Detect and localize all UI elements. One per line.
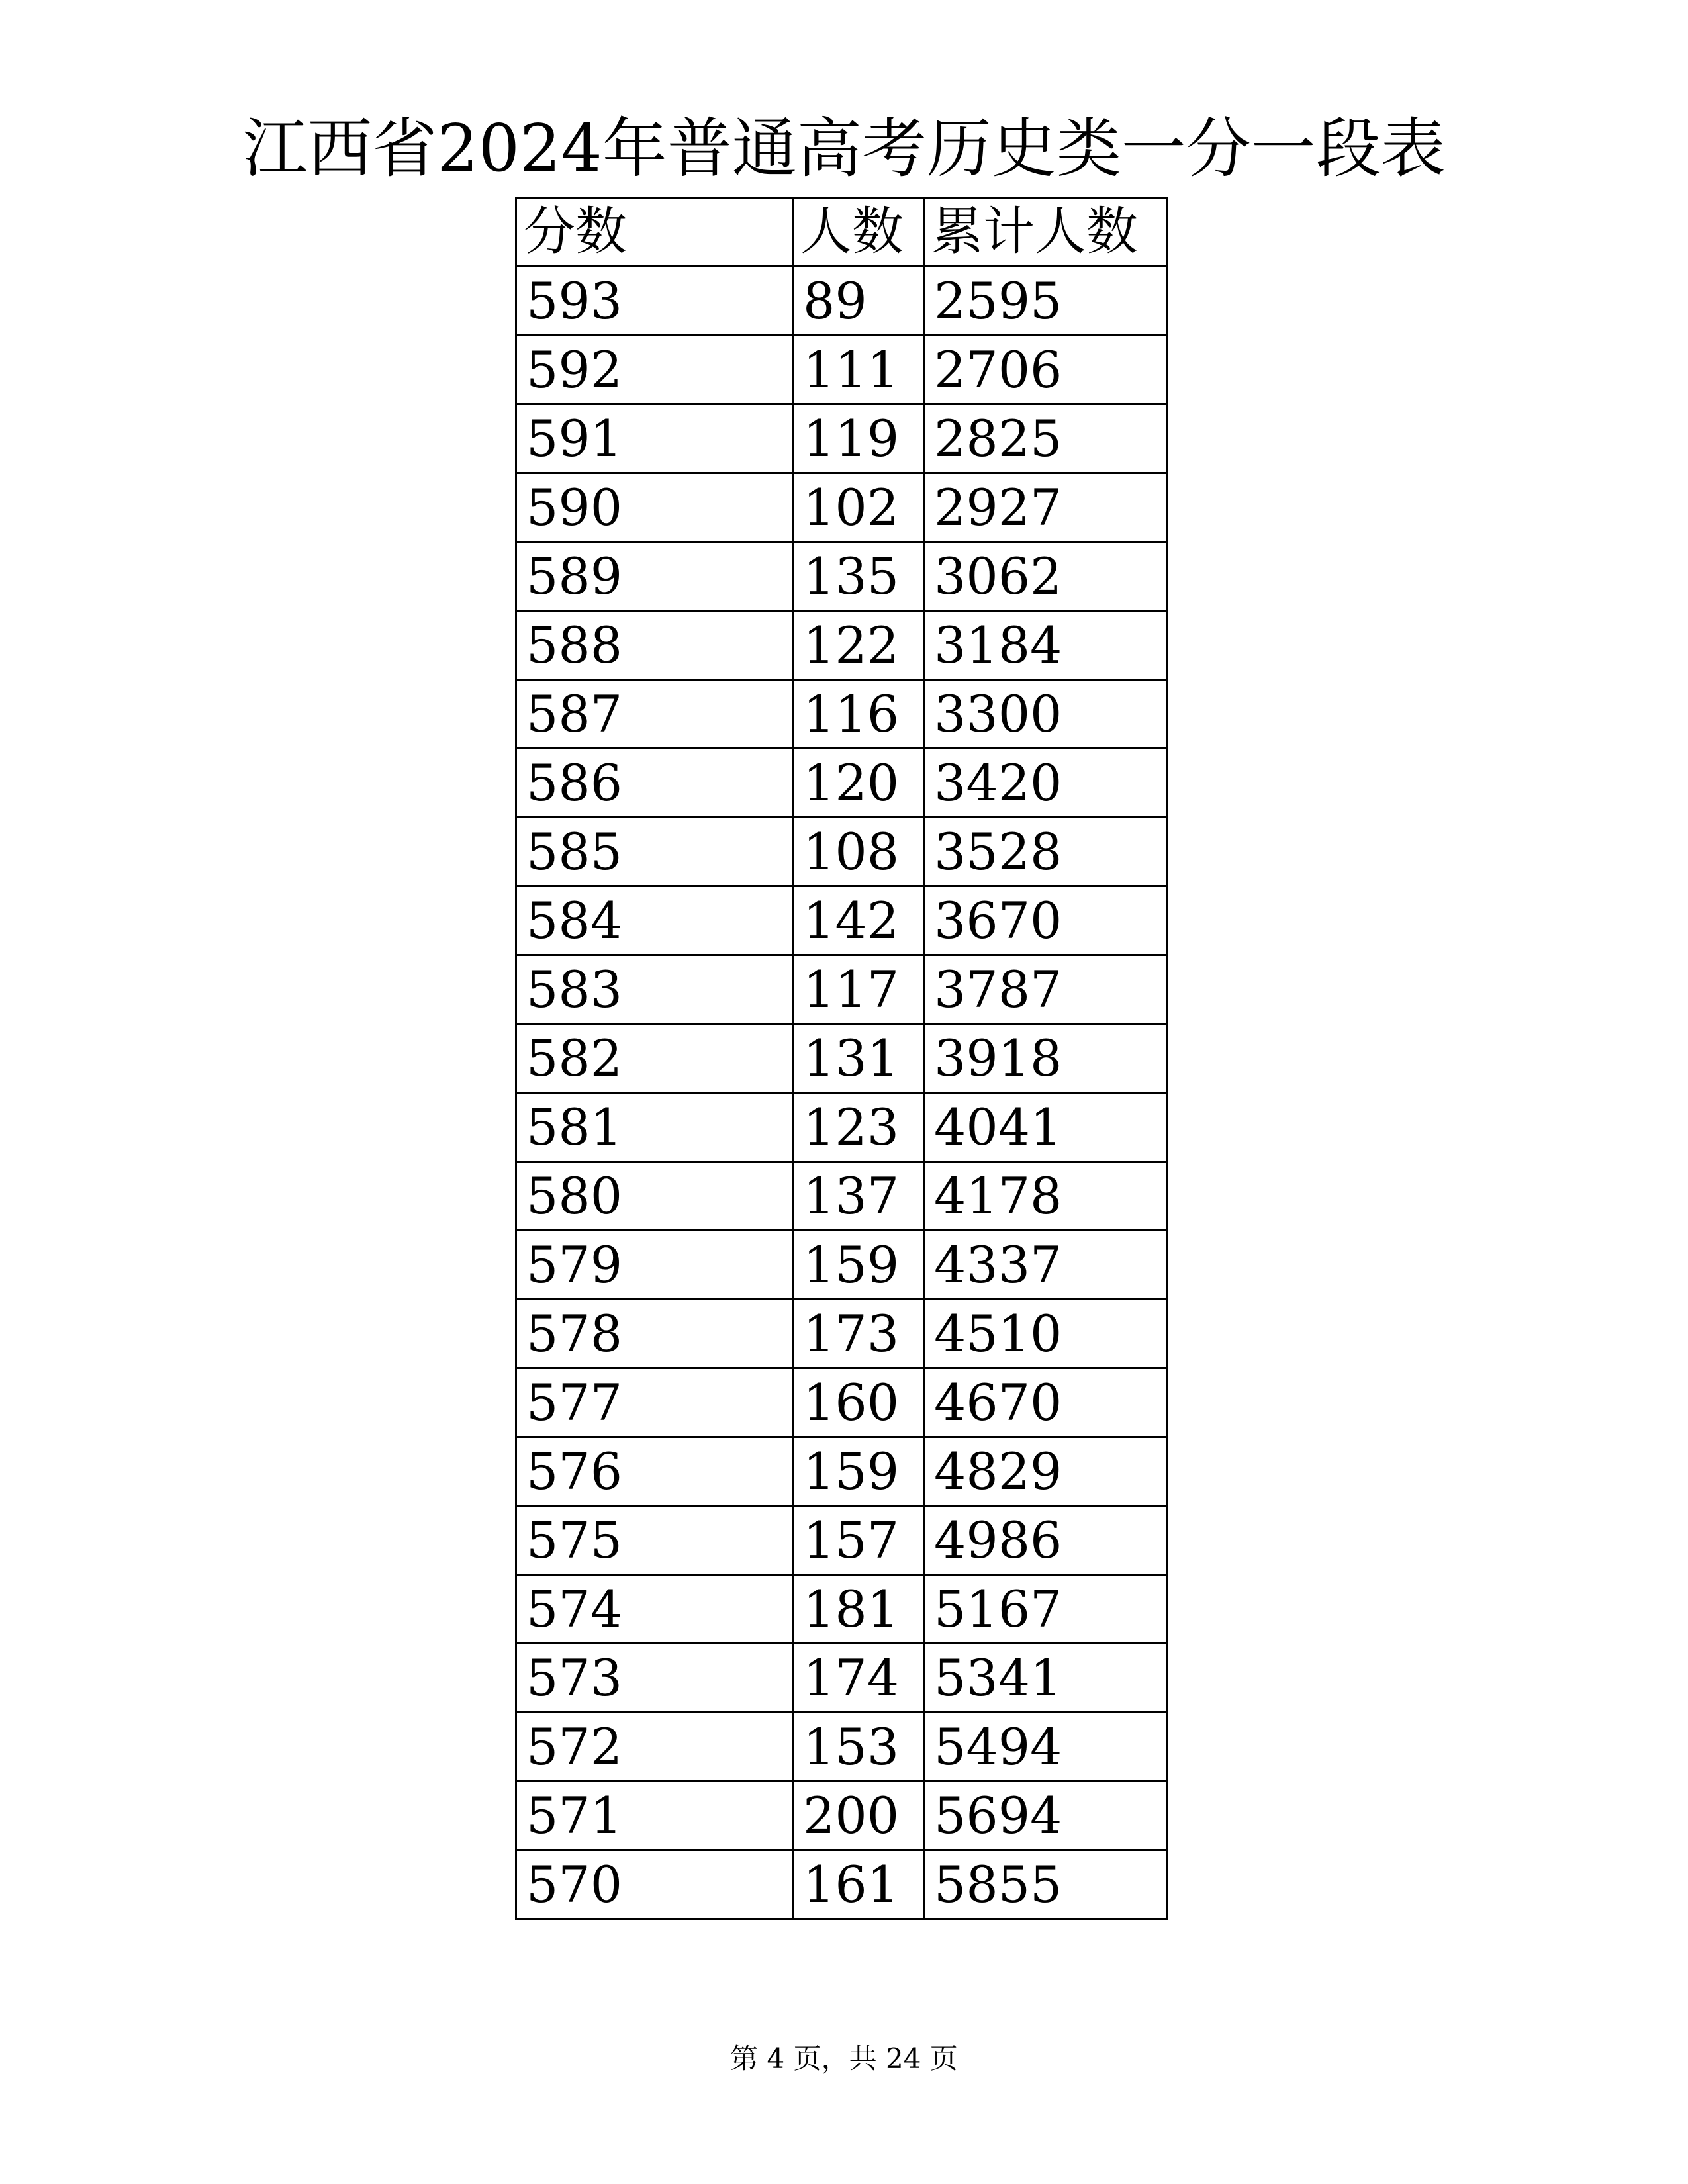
table-row: [516, 680, 1168, 749]
cell-score: 577: [516, 1368, 793, 1437]
cell-score: 583: [516, 955, 793, 1024]
table-row: [516, 611, 1168, 680]
table-row: [516, 1713, 1168, 1781]
cell-count: 161: [793, 1850, 924, 1919]
cell-cumulative: 4829: [924, 1437, 1168, 1506]
cell-count: 122: [793, 611, 924, 680]
cell-count: 89: [793, 267, 924, 336]
cell-count: 123: [793, 1093, 924, 1162]
cell-count: 142: [793, 886, 924, 955]
cell-cumulative: 2706: [924, 336, 1168, 404]
cell-score: 587: [516, 680, 793, 749]
cell-score: 586: [516, 749, 793, 818]
table-row: [516, 1644, 1168, 1713]
cell-count: 174: [793, 1644, 924, 1713]
cell-cumulative: 3528: [924, 818, 1168, 886]
cell-score: 591: [516, 404, 793, 473]
cell-cumulative: 4510: [924, 1300, 1168, 1368]
cell-count: 119: [793, 404, 924, 473]
table-row: [516, 955, 1168, 1024]
cell-count: 200: [793, 1781, 924, 1850]
table-row: [516, 818, 1168, 886]
cell-cumulative: 5341: [924, 1644, 1168, 1713]
cell-count: 102: [793, 473, 924, 542]
cell-count: 131: [793, 1024, 924, 1093]
cell-score: 578: [516, 1300, 793, 1368]
table-row: [516, 1506, 1168, 1575]
table-row: [516, 1781, 1168, 1850]
cell-count: 135: [793, 542, 924, 611]
cell-count: 153: [793, 1713, 924, 1781]
cell-cumulative: 5167: [924, 1575, 1168, 1644]
table-row: [516, 749, 1168, 818]
cell-cumulative: 5694: [924, 1781, 1168, 1850]
cell-score: 582: [516, 1024, 793, 1093]
cell-cumulative: 4178: [924, 1162, 1168, 1231]
cell-count: 159: [793, 1437, 924, 1506]
table-row: [516, 1231, 1168, 1300]
table-row: [516, 1850, 1168, 1919]
table-row: [516, 267, 1168, 336]
cell-cumulative: 4337: [924, 1231, 1168, 1300]
table-row: [516, 1093, 1168, 1162]
cell-cumulative: 3918: [924, 1024, 1168, 1093]
cell-count: 159: [793, 1231, 924, 1300]
cell-score: 570: [516, 1850, 793, 1919]
cell-score: 575: [516, 1506, 793, 1575]
table-row: [516, 1024, 1168, 1093]
table-body: [516, 267, 1168, 1919]
cell-cumulative: 3787: [924, 955, 1168, 1024]
cell-score: 584: [516, 886, 793, 955]
cell-score: 589: [516, 542, 793, 611]
table-row: [516, 1162, 1168, 1231]
cell-cumulative: 3184: [924, 611, 1168, 680]
cell-score: 588: [516, 611, 793, 680]
table-row: [516, 336, 1168, 404]
cell-cumulative: 5494: [924, 1713, 1168, 1781]
cell-score: 592: [516, 336, 793, 404]
header-cumulative: 累计人数: [924, 198, 1168, 267]
cell-score: 572: [516, 1713, 793, 1781]
cell-score: 581: [516, 1093, 793, 1162]
cell-score: 585: [516, 818, 793, 886]
cell-count: 181: [793, 1575, 924, 1644]
header-count: 人数: [793, 198, 924, 267]
cell-score: 579: [516, 1231, 793, 1300]
cell-count: 157: [793, 1506, 924, 1575]
table-row: [516, 886, 1168, 955]
cell-cumulative: 4041: [924, 1093, 1168, 1162]
table-row: [516, 542, 1168, 611]
cell-score: 571: [516, 1781, 793, 1850]
table-row: [516, 1300, 1168, 1368]
table-row: [516, 1575, 1168, 1644]
cell-cumulative: 3300: [924, 680, 1168, 749]
cell-count: 137: [793, 1162, 924, 1231]
cell-count: 116: [793, 680, 924, 749]
cell-cumulative: 4986: [924, 1506, 1168, 1575]
cell-score: 593: [516, 267, 793, 336]
cell-score: 580: [516, 1162, 793, 1231]
score-distribution-table: [515, 197, 1168, 1920]
cell-score: 576: [516, 1437, 793, 1506]
page-title: 江西省2024年普通高考历史类一分一段表: [242, 111, 1446, 187]
cell-score: 573: [516, 1644, 793, 1713]
cell-count: 120: [793, 749, 924, 818]
table-row: [516, 404, 1168, 473]
cell-cumulative: 2595: [924, 267, 1168, 336]
cell-cumulative: 3420: [924, 749, 1168, 818]
header-score: 分数: [516, 198, 793, 267]
cell-count: 111: [793, 336, 924, 404]
cell-count: 108: [793, 818, 924, 886]
cell-score: 574: [516, 1575, 793, 1644]
cell-score: 590: [516, 473, 793, 542]
table-row: [516, 1437, 1168, 1506]
table-row: [516, 473, 1168, 542]
table-row: [516, 1368, 1168, 1437]
cell-cumulative: 3670: [924, 886, 1168, 955]
cell-count: 173: [793, 1300, 924, 1368]
cell-count: 160: [793, 1368, 924, 1437]
cell-cumulative: 2825: [924, 404, 1168, 473]
table-header-row: [516, 198, 1168, 267]
cell-cumulative: 2927: [924, 473, 1168, 542]
cell-cumulative: 4670: [924, 1368, 1168, 1437]
cell-count: 117: [793, 955, 924, 1024]
cell-cumulative: 5855: [924, 1850, 1168, 1919]
cell-cumulative: 3062: [924, 542, 1168, 611]
page-footer: 第 4 页，共 24 页: [730, 2042, 958, 2075]
